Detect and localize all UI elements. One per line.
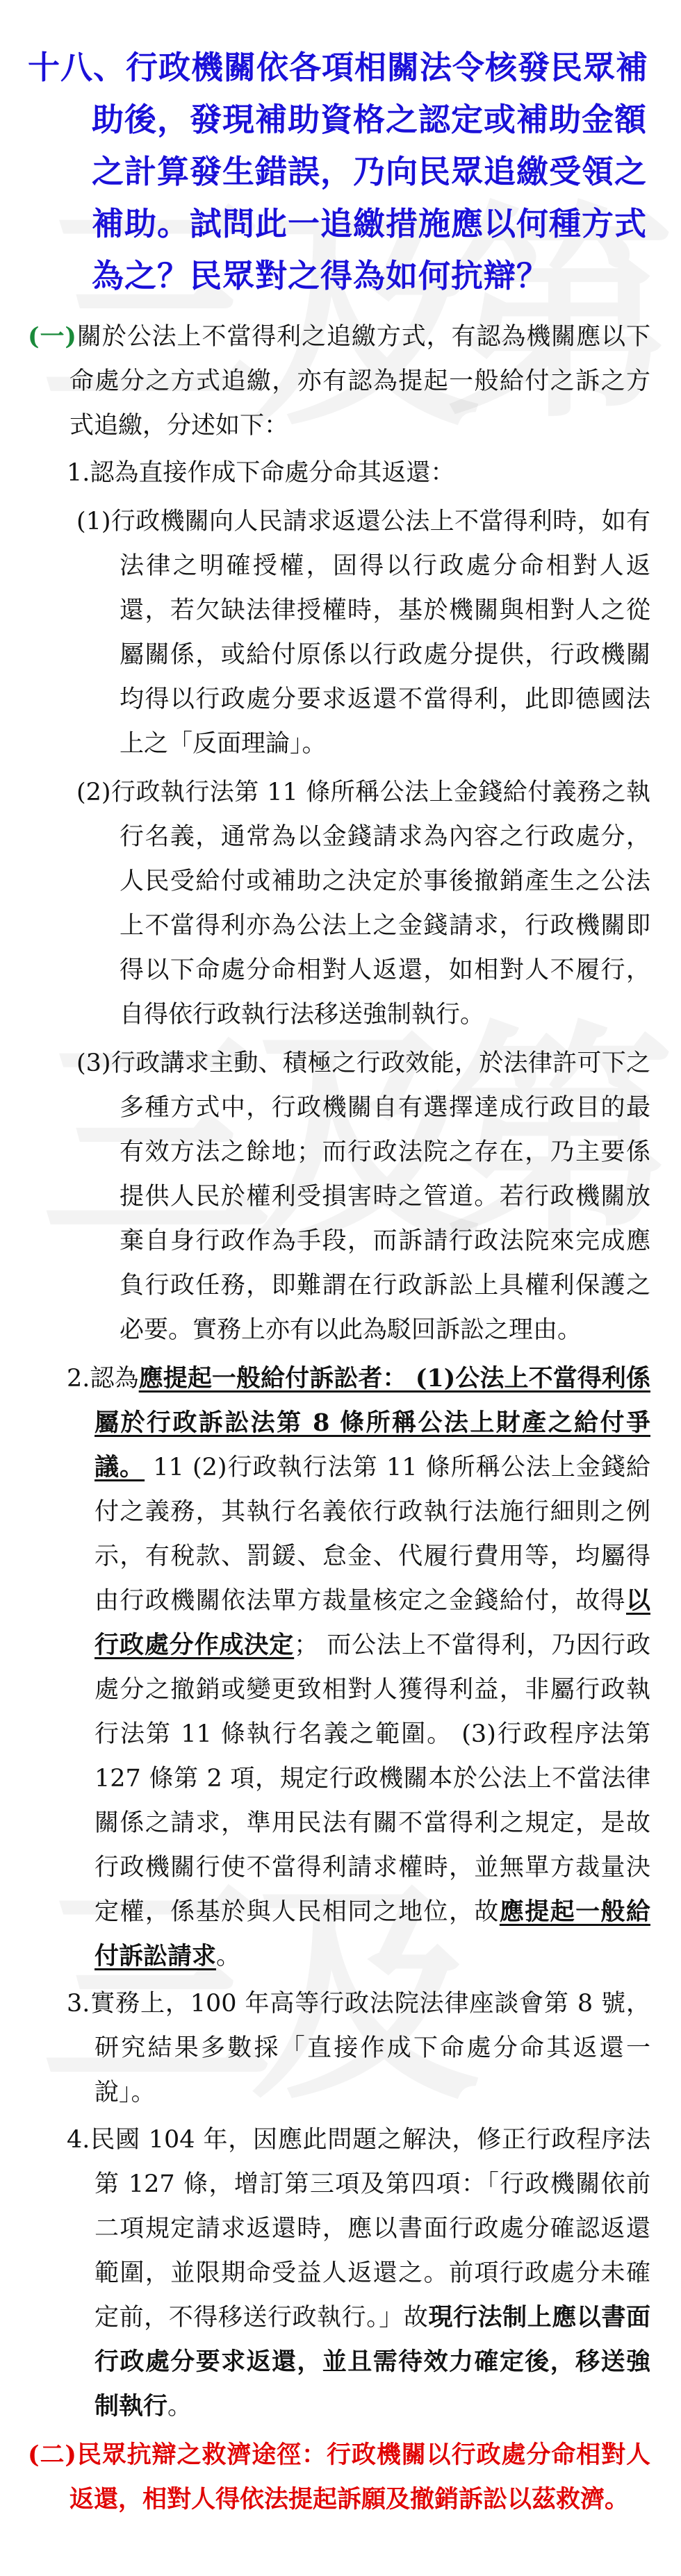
list-item-3 [28,1981,650,2115]
item-4-text-2: 。 [167,2393,192,2420]
section-one [28,315,650,448]
item-2-emphasis-3: 應提起一般給付訴訟請求 [95,1897,650,1970]
item-2-text-4: 。 [216,1943,241,1970]
item-2-emphasis-2: 以行政處分作成決定 [95,1586,650,1659]
item-2-label: 2. [67,1365,90,1393]
sub-item-3-text: 行政講求主動、積極之行政效能，於法律許可下之多種方式中，行政機關自有選擇達成行政目的最有效方法之餘地；而行政法院之存在，乃主要係提供人民於權利受損害時之管道。若行政機關放棄自身行政作為手段，而訴請行政法院來完成應負行政任務，即難謂在行政訴訟上具權利保護之必要。實務上亦有以此為駁回訴訟之理由。 [110,1049,650,1344]
section-two-text: 民眾抗辯之救濟途徑：行政機關以行政處分命相對人返還，相對人得依法提起訴願及撤銷訴訟以茲救濟。 [69,2441,650,2513]
sub-item-2-label: (2) [76,779,111,806]
question-heading: 十八、行政機關依各項相關法令核發民眾補助後，發現補助資格之認定或補助金額之計算發生錯誤，乃向民眾追繳受領之補助。試問此一追繳措施應以何種方式為之？民眾對之得為如何抗辯？ [28,49,648,294]
list-item-4 [28,2118,650,2429]
sub-item-3 [28,1041,650,1352]
section-one-label: (一) [28,322,76,351]
item-2-text: 認為 [90,1365,139,1393]
sub-item-3-label: (3) [76,1049,111,1077]
item-4-emphasis: 現行法制上應以書面行政處分要求返還，並且需待效力確定後，移送強制執行 [95,2303,650,2420]
sub-item-1 [28,499,650,766]
item-4-label: 4. [67,2126,90,2154]
section-one-text: 關於公法上不當得利之追繳方式，有認為機關應以下命處分之方式追繳，亦有認為提起一般給付之訴之方式追繳，分述如下： [69,323,650,440]
list-item-1 [28,451,650,495]
sub-item-2-text: 行政執行法第 11 條所稱公法上金錢給付義務之執行名義，通常為以金錢請求為內容之行政處分，人民受給付或補助之決定於事後撤銷產生之公法上不當得利亦為公法上之金錢請求，行政機關即得以下命處分命相對人返還，如相對人不履行，自得依行政執行法移送強制執行。 [110,779,650,1029]
item-3-text: 實務上，100 年高等行政法院法律座談會第 8 號，研究結果多數採「直接作成下命處分命其返還一說」。 [90,1990,650,2106]
item-2-text-2: 11 (2)行政執行法第 11 條所稱公法上金錢給付之義務，其執行名義依行政執行法施行細則之例示，有稅款、罰鍰、怠金、代履行費用等，均屬得由行政機關依法單方裁量核定之金錢給付，故得 [95,1454,650,1615]
sub-item-2 [28,770,650,1037]
sub-item-1-text: 行政機關向人民請求返還公法上不當得利時，如有法律之明確授權，固得以行政處分命相對人返還，若欠缺法律授權時，基於機關與相對人之從屬關係，或給付原係以行政處分提供，行政機關均得以行政處分要求返還不當得利，此即德國法上之「反面理論」。 [110,508,650,758]
item-3-label: 3. [67,1990,90,2018]
item-4-text: 民國 104 年，因應此問題之解決，修正行政程序法第 127 條，增訂第三項及第四項：「行政機關依前二項規定請求返還時，應以書面行政處分確認返還範圍，並限期命受益人返還之。前項行政處分未確定前，不得移送行政執行。」故 [90,2126,650,2332]
list-item-2 [28,1356,650,1979]
item-1-text: 認為直接作成下命處分命其返還： [90,459,455,487]
section-two-label: (二) [28,2441,76,2469]
item-2-emphasis-1: 應提起一般給付訴訟者： (1)公法上不當得利係屬於行政訴訟法第 8 條所稱公法上財產之給付爭議。 [95,1364,650,1481]
item-2-text-3: ； 而公法上不當得利，乃因行政處分之撤銷或變更致相對人獲得利益，非屬行政執行法第 11 條執行名義之範圍。 (3)行政程序法第 127 條第 2 項，規定行政機關本於公法上不當法律關係之請求，準用民法有關不當得利之規定，是故行政機關行使不當得利請求權時，並無單方裁量決定權，係基於與人民相同之地位，故 [95,1631,650,1926]
sub-item-1-label: (1) [76,508,111,535]
section-two [28,2433,650,2522]
item-1-label: 1. [67,459,90,487]
